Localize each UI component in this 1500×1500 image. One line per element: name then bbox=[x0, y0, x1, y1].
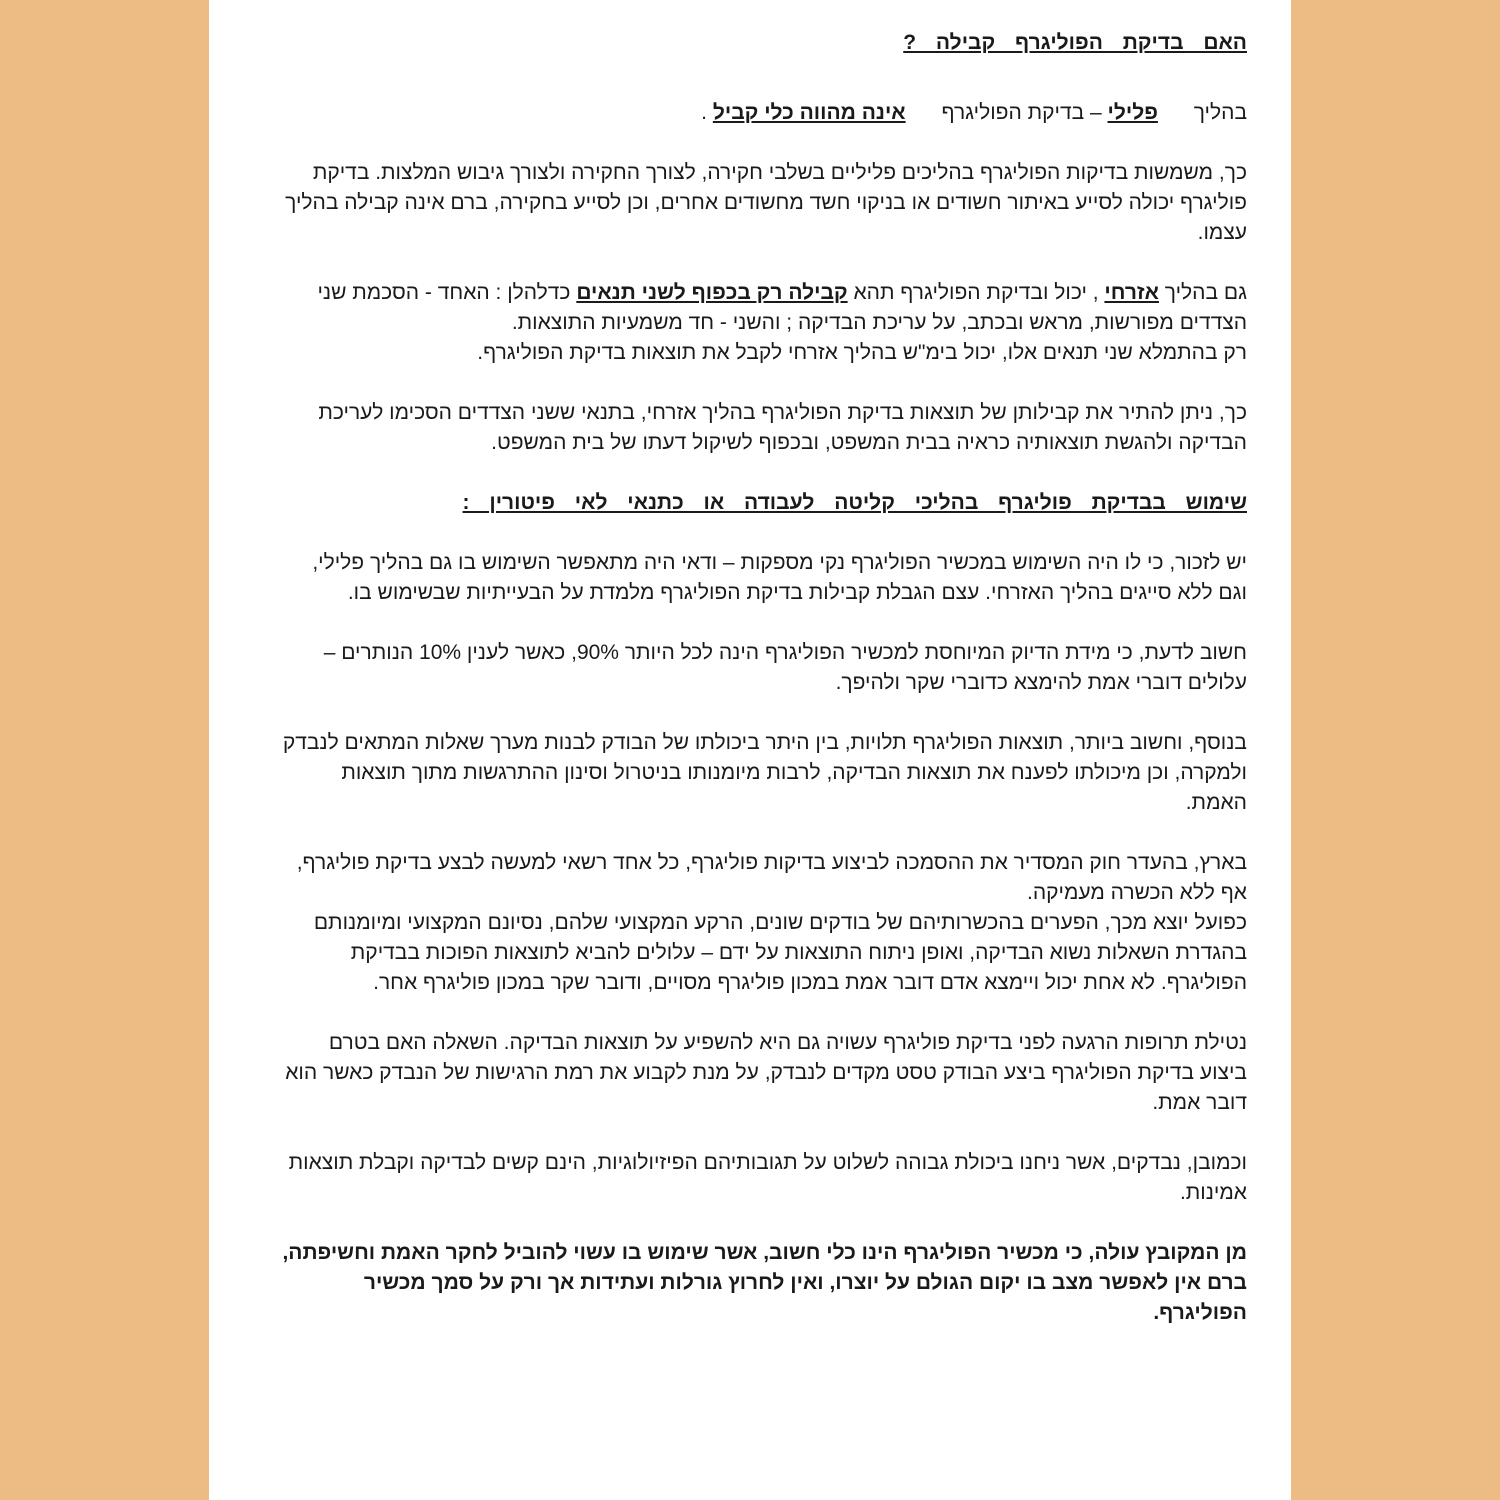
civil-word: אזרחי bbox=[1104, 281, 1159, 304]
intro-prefix: בהליך bbox=[1193, 101, 1247, 124]
paragraph-examiner: בנוסף, וחשוב ביותר, תוצאות הפוליגרף תלויות, בין היתר ביכולתו של הבודק לבנות מערך שאלות המתאים לנבדק ולמקרה, וכן מיכולתו לפענח את תוצאות הבדיקה, לרבות מיומנותו בניטרול וסינון ההתרגשות מתוך תוצאות האמת. bbox=[282, 731, 1247, 814]
paragraph-medication: נטילת תרופות הרגעה לפני בדיקת פוליגרף עשויה גם היא להשפיע על תוצאות הבדיקה. השאלה האם בטרם ביצוע בדיקת הפוליגרף ביצע הבודק טסט מקדים לנבדק, על מנת לקבוע את רמת הרגישות של הנבדק כאשר הוא דובר אמת. bbox=[285, 1031, 1247, 1114]
intro-suffix: . bbox=[701, 101, 708, 124]
document-body bbox=[281, 20, 1247, 1328]
paragraph-conclusion: מן המקובץ עולה, כי מכשיר הפוליגרף הינו כלי חשוב, אשר שימוש בו עשוי להוביל לחקר האמת וחשיפתה, ברם אין לאפשר מצב בו יקום הגולם על יוצרו, ואין לחרוץ גורלות ועתידות אך ורק על סמך מכשיר הפוליגרף. bbox=[282, 1241, 1247, 1324]
paragraph-gaps: כפועל יוצא מכך, הפערים בהכשרותיהם של בודקים שונים, הרקע המקצועי שלהם, נסיונם המקצועי ומיומנותם בהגדרת השאלות נשוא הבדיקה, ואופן ניתוח התוצאות על ידם – עלולים להביא לתוצאות הפוכות בבדיקת הפוליגרף. לא אחת יכול ויימצא אדם דובר אמת במכון פוליגרף מסויים, ודובר שקר במכון פוליגרף אחר. bbox=[313, 911, 1247, 994]
paragraph-investigation: כך, משמשות בדיקות הפוליגרף בהליכים פליליים בשלבי חקירה, לצורך החקירה ולצורך גיבוש המלצות. בדיקת פוליגרף יכולה לסייע באיתור חשודים או בניקוי חשד מחשודים אחרים, וכן לסייע בחקירה, ברם אינה קבילה בהליך עצמו. bbox=[285, 161, 1247, 244]
document-page bbox=[209, 0, 1291, 1500]
paragraph-subjects: וכמובן, נבדקים, אשר ניחנו ביכולת גבוהה לשלוט על תגובותיהם הפיזיולוגיות, הינם קשים לבדיקה וקבלת תוצאות אמינות. bbox=[288, 1151, 1247, 1204]
civil-rest: כדלהלן : האחד - הסכמת שני הצדדים מפורשות, מראש ובכתב, על עריכת הבדיקה ; והשני - חד משמעיות התוצאות. bbox=[317, 281, 1247, 334]
paragraph-civil-admissibility: כך, ניתן להתיר את קבילותן של תוצאות בדיקת הפוליגרף בהליך אזרחי, בתנאי ששני הצדדים הסכימו לעריכת הבדיקה ולהגשת תוצאותיה כראיה בבית המשפט, ובכפוף לשיקול דעתו של בית המשפט. bbox=[318, 401, 1247, 454]
section-heading-employment: שימוש בבדיקת פוליגרף בהליכי קליטה לעבודה או כתנאי לאי פיטורין : bbox=[462, 491, 1247, 514]
paragraph-civil-conclusion: רק בהתמלא שני תנאים אלו, יכול בימ"ש בהליך אזרחי לקבל את תוצאות בדיקת הפוליגרף. bbox=[477, 341, 1247, 364]
civil-conditions: קבילה רק בכפוף לשני תנאים bbox=[576, 281, 848, 304]
paragraph-civil bbox=[281, 278, 1247, 338]
document-title: האם בדיקת הפוליגרף קבילה ? bbox=[903, 31, 1247, 54]
civil-middle: , יכול ובדיקת הפוליגרף תהא bbox=[853, 281, 1099, 304]
civil-prefix: גם בהליך bbox=[1164, 281, 1247, 304]
intro-not-admissible: אינה מהווה כלי קביל bbox=[712, 101, 906, 124]
intro-middle: – בדיקת הפוליגרף bbox=[941, 101, 1102, 124]
paragraph-doubts: יש לזכור, כי לו היה השימוש במכשיר הפוליגרף נקי מספקות – ודאי היה מתאפשר השימוש בו גם בהליך פלילי, וגם ללא סייגים בהליך האזרחי. עצם הגבלת קבילות בדיקת הפוליגרף מלמדת על הבעייתיות שבשימוש בו. bbox=[312, 551, 1247, 604]
intro-criminal-word: פלילי bbox=[1107, 101, 1158, 124]
paragraph-regulation: בארץ, בהעדר חוק המסדיר את ההסמכה לביצוע בדיקות פוליגרף, כל אחד רשאי למעשה לבצע בדיקת פוליגרף, אף ללא הכשרה מעמיקה. bbox=[296, 851, 1247, 904]
intro-line bbox=[281, 98, 1247, 128]
paragraph-accuracy: חשוב לדעת, כי מידת הדיוק המיוחסת למכשיר הפוליגרף הינה לכל היותר 90%, כאשר לענין 10% הנותרים – עלולים דוברי אמת להימצא כדוברי שקר ולהיפך. bbox=[323, 641, 1247, 694]
